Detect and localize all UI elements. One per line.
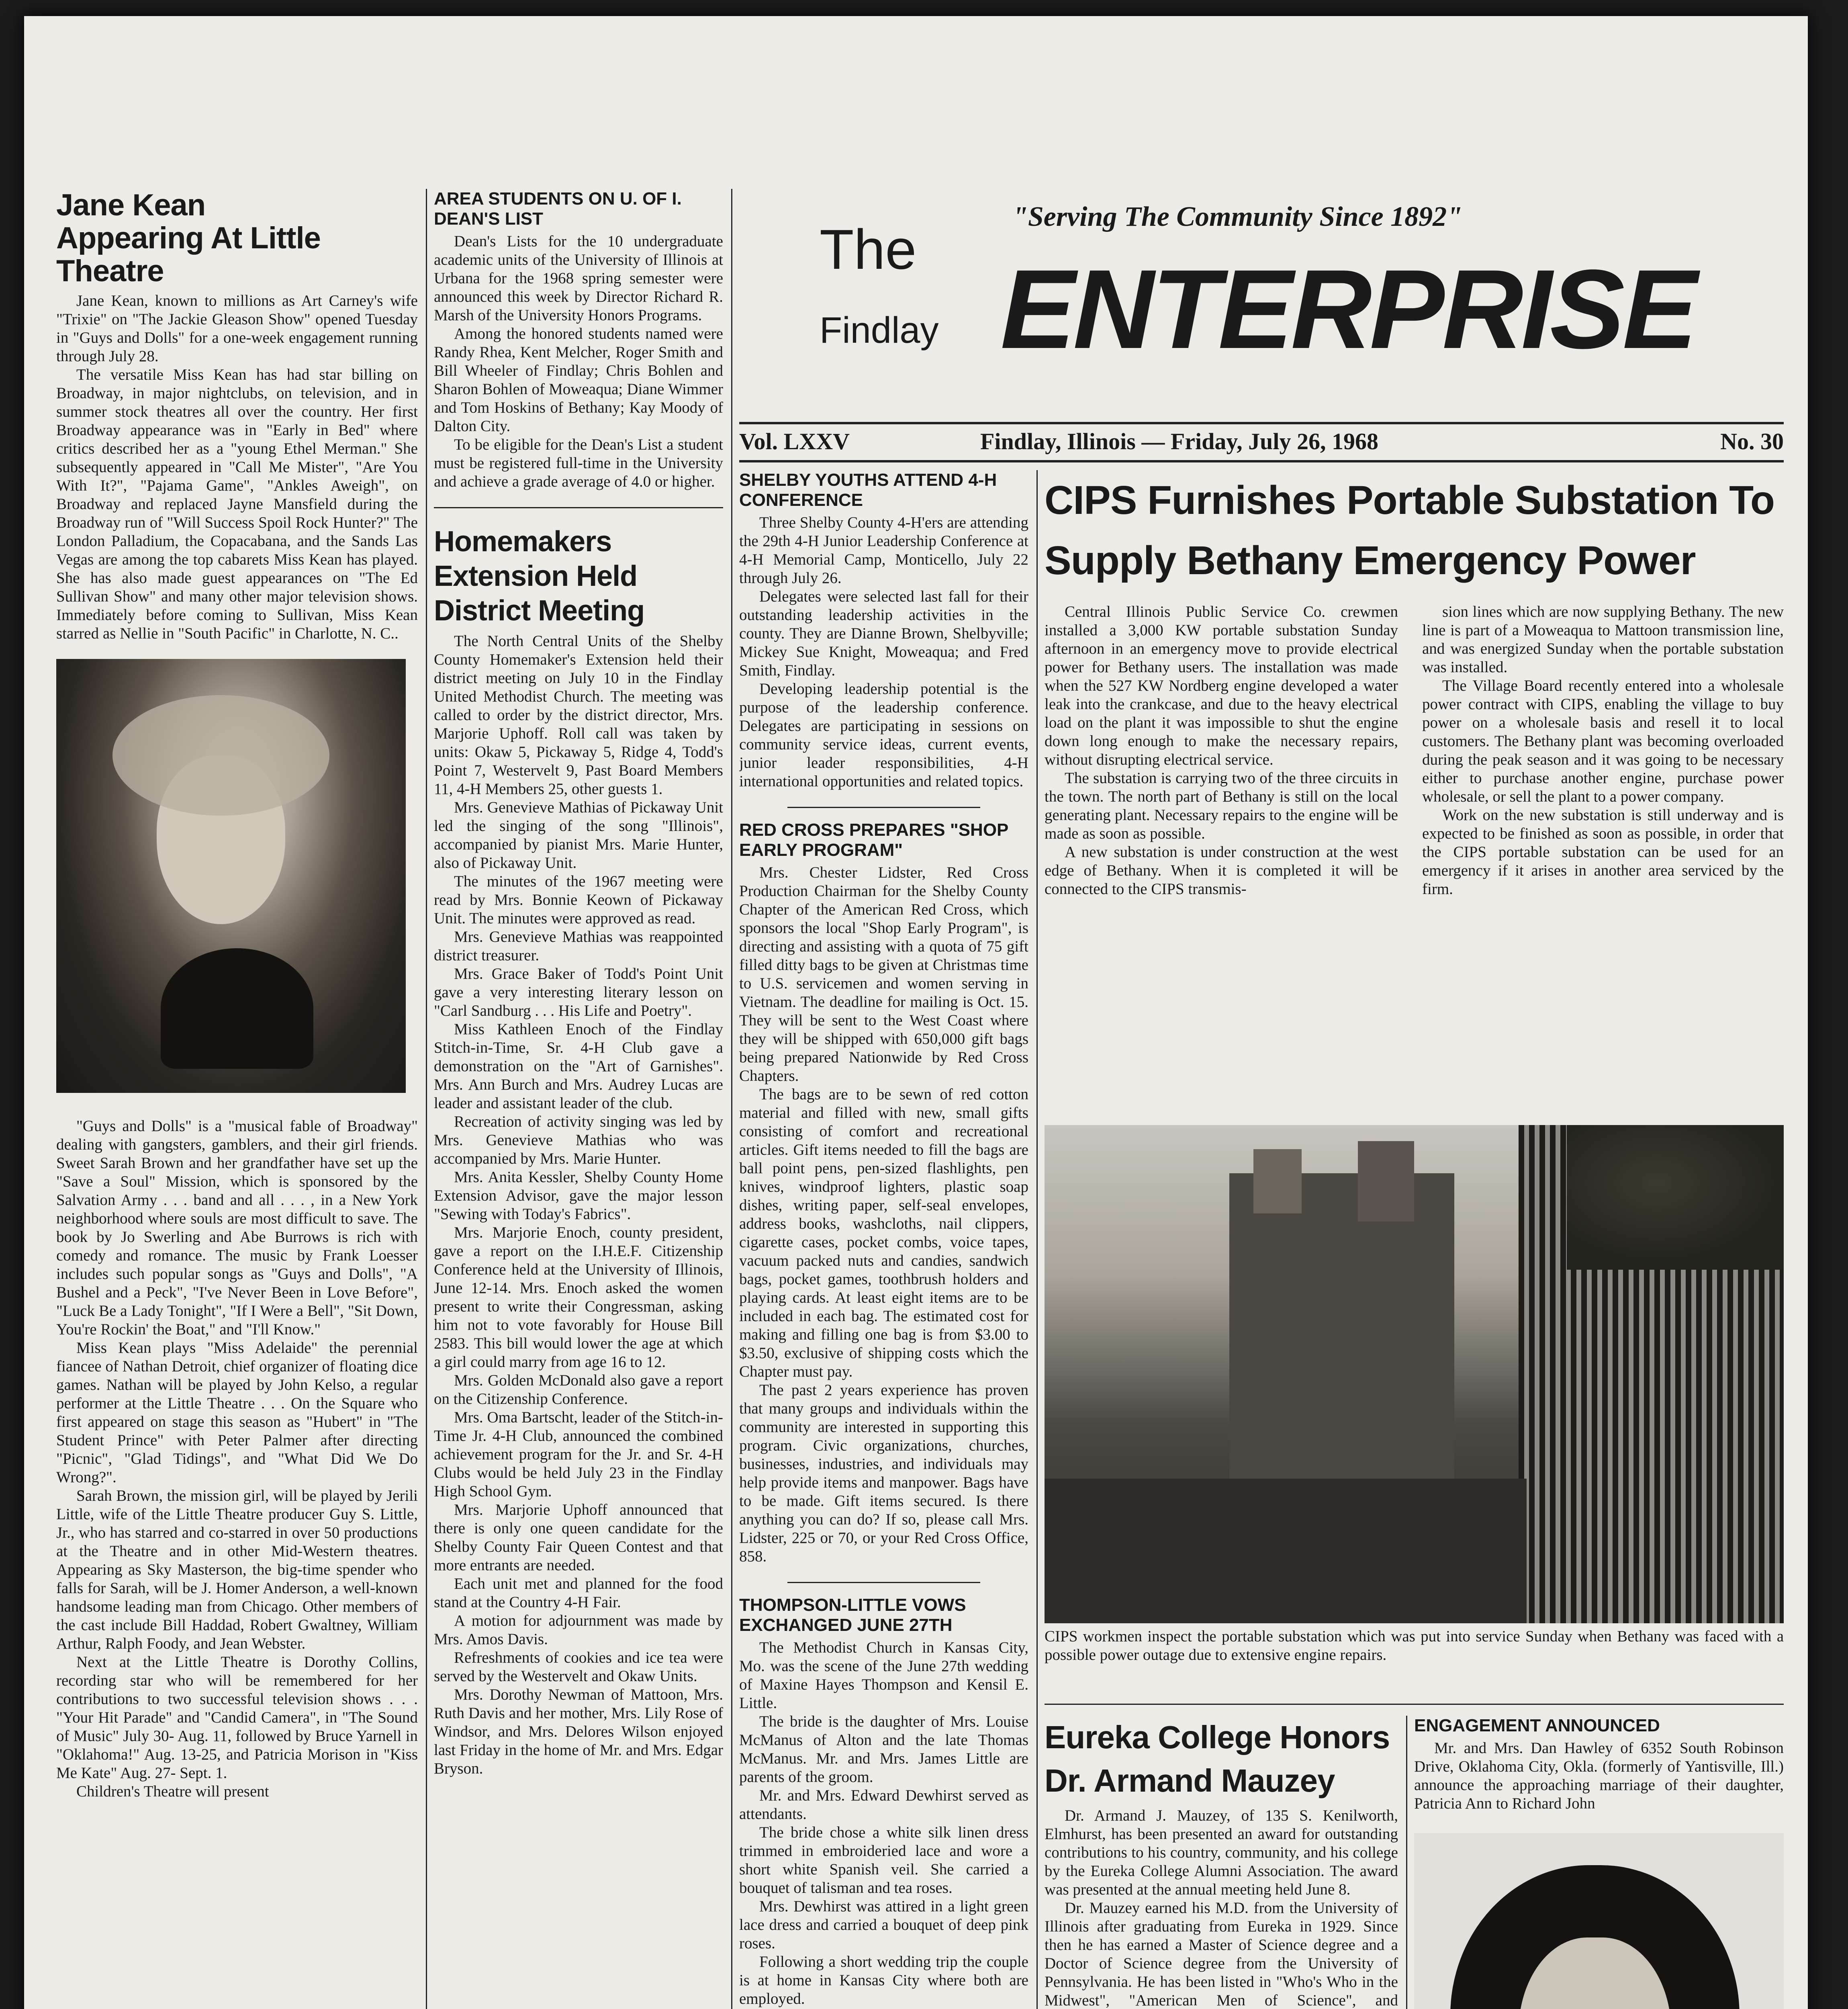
masthead-findlay: Findlay — [820, 310, 939, 351]
substation-caption-text: CIPS workmen inspect the portable substation which was put into service Sunday when Bethany was faced with a possible power outage due to extensive engine repairs. — [1045, 1628, 1784, 1663]
homemakers-paragraph: Mrs. Anita Kessler, Shelby County Home Extension Advisor, gave the major lesson "Sewing with Today's Fabrics". — [434, 1168, 723, 1223]
column-rule — [731, 189, 732, 2009]
eureka-paragraph: Dr. Mauzey earned his M.D. from the University of Illinois after graduating from Eureka in 1929. Since then he has earned a Master of Science degree and a Doctor of Science degree from the University of Pennsylvania. He has been listed in "Who's Who in the Midwest", "American Men of Science", and — [1045, 1899, 1398, 2009]
column-three — [739, 470, 1028, 2009]
homemakers-paragraph: Mrs. Marjorie Uphoff announced that there is only one queen candidate for the Shelby County Fair Queen Contest and that more entrants are needed. — [434, 1501, 723, 1574]
eureka-column — [1045, 1716, 1398, 2009]
homemakers-paragraph: A motion for adjournment was made by Mrs. Amos Davis. — [434, 1612, 723, 1648]
thompson-paragraph: Mr. and Mrs. Edward Dewhirst served as attendants. — [739, 1787, 1028, 1823]
cips-column-left — [1045, 603, 1398, 1113]
kean-headline: Jane Kean Appearing At Little Theatre — [56, 189, 321, 288]
homemakers-paragraph: Mrs. Golden McDonald also gave a report on the Citizenship Conference. — [434, 1372, 723, 1408]
jane-kean-photo — [56, 659, 406, 1093]
homemakers-paragraph: Recreation of activity singing was led by Mrs. Genevieve Mathias who was accompanied by Mrs. Marie Hunter. — [434, 1113, 723, 1167]
cips-paragraph: A new substation is under construction at the west edge of Bethany. When it is completed it will be connected to the CIPS transmis- — [1045, 843, 1398, 898]
column-rule — [1036, 470, 1038, 2009]
homemakers-paragraph: The minutes of the 1967 meeting were read by Mrs. Bonnie Keown of Pickaway Unit. The minutes were approved as read. — [434, 873, 723, 927]
eureka-headline: Eureka College Honors Dr. Armand Mauzey — [1045, 1719, 1390, 1798]
shelby-headline: SHELBY YOUTHS ATTEND 4-H CONFERENCE — [739, 470, 997, 510]
kean-paragraph: Children's Theatre will present — [76, 1783, 269, 1800]
cips-paragraph: sion lines which are now supplying Bethany. The new line is part of a Moweaqua to Mattoon transmission line, and was energized Sunday when the portable substation was installed. — [1422, 603, 1784, 676]
masthead-volume: Vol. LXXV — [739, 428, 850, 454]
redcross-headline: RED CROSS PREPARES "SHOP EARLY PROGRAM" — [739, 820, 1008, 860]
homemakers-paragraph: Each unit met and planned for the food stand at the Country 4-H Fair. — [434, 1575, 723, 1611]
cips-headline: CIPS Furnishes Portable Substation To Supply Bethany Emergency Power — [1045, 478, 1774, 583]
dean-paragraph: Among the honored students named were Randy Rhea, Kent Melcher, Roger Smith and Bill Wheeler of Findlay; Chris Bohlen and Sharon Bohlen of Moweaqua; Diane Wimmer and Tom Hoskins of Bethany; Kay Moody of Dalton City. — [434, 325, 723, 435]
cips-paragraph: The substation is carrying two of the three circuits in the town. The north part of Bethany is still on the local generating plant. Necessary repairs to the engine will be made as soon as possible. — [1045, 769, 1398, 842]
homemakers-paragraph: Mrs. Dorothy Newman of Mattoon, Mrs. Ruth Davis and her mother, Mrs. Lily Rose of Windsor, and Mrs. Delores Wilson enjoyed last Friday in the home of Mr. and Mrs. Edgar Bryson. — [434, 1686, 723, 1777]
substation-caption — [1045, 1627, 1784, 1692]
column-rule — [1406, 1716, 1407, 2009]
redcross-paragraph: The bags are to be sewn of red cotton material and filled with new, small gifts consisting of comfort and recreational articles. Gift items needed to fill the bags are ball point pens, pen-sized flashlights, pen knives, windproof lighters, plastic soap dishes, writing paper, self-seal envelopes, address books, washcloths, nail clippers, cigarette cases, pocket combs, voice tapes, vacuum packed nuts and candies, sandwich bags, pocket games, toothbrush holders and playing cards. At least eight items are to be included in each bag. The estimated cost for making and filling one bag is from $3.00 to $3.50, exclusive of shipping costs which the Chapter must pay. — [739, 1086, 1028, 1380]
masthead-dateline-bar — [739, 428, 1784, 460]
homemakers-paragraph: Mrs. Genevieve Mathias of Pickaway Unit led the singing of the song "Illinois", accompanied by pianist Mrs. Marie Hunter, also of Pickaway Unit. — [434, 799, 723, 872]
engagement-headline: ENGAGEMENT ANNOUNCED — [1414, 1716, 1660, 1735]
shelby-paragraph: Delegates were selected last fall for their outstanding leadership activities in the county. They are Dianne Brown, Shelbyville; Mickey Sue Knight, Moweaqua; and Fred Smith, Findlay. — [739, 588, 1028, 679]
kean-paragraph: Miss Kean plays "Miss Adelaide" the perennial fiancee of Nathan Detroit, chief organizer of floating dice games. Nathan will be played by John Kelso, a regular performer at the Little Theatre . . . On the Square who first appeared on stage this season as "Hubert" in "The Student Prince" with Peter Palmer after directing "Picnic", "Glad Tidings", and "What Did We Do Wrong?". — [56, 1339, 418, 1486]
masthead-number: No. 30 — [1720, 428, 1784, 454]
shelby-paragraph: Developing leadership potential is the purpose of the leadership conference. Delegates are participating in sessions on community service ideas, current events, junior leader responsibilities, 4-H international opportunities and related topics. — [739, 680, 1028, 790]
homemakers-paragraph: The North Central Units of the Shelby County Homemaker's Extension held their district meeting on July 10 in the Findlay United Methodist Church. The meeting was called to order by the district director, Mrs. Marjorie Uphoff. Roll call was taken by units: Okaw 5, Pickaway 5, Ridge 4, Todd's Point 7, Westervelt 9, Past Board Members 11, 4-H Members 25, other guests 1. — [434, 632, 723, 798]
dean-paragraph: Dean's Lists for the 10 undergraduate academic units of the University of Illinois at Urbana for the 1968 spring semester were announced this week by Director Richard R. Marsh of the University Honors Programs. — [434, 233, 723, 324]
masthead-the: The — [820, 218, 917, 281]
kean-paragraph: The versatile Miss Kean has had star billing on Broadway, in major nightclubs, on television, and in summer stock theatres all over the country. Her first Broadway appearance was in "Early in Bed" where critics described her as a "young Ethel Merman." She subsequently appeared in "Call Me Mister", "Are You With It?", "Pajama Game", "Ankles Aweigh", on Broadway and replaced Jayne Mansfield during the Broadway run of "Will Success Spoil Rock Hunter?" The London Palladium, the Copacabana, and the Sands Las Vegas are among the top cabarets Miss Kean has played. She has also made guest appearances on "The Ed Sullivan Show" and many other major television shows. Immediately before coming to Sullivan, Miss Kean starred as Nellie in "South Pacific" in Charlotte, N. C.. — [56, 366, 418, 642]
homemakers-paragraph: Mrs. Marjorie Enoch, county president, gave a report on the I.H.E.F. Citizenship Conference held at the University of Illinois, June 12-14. Mrs. Enoch asked the women present to write their Congressman, asking him not to vote favorably for House Bill 2583. This bill would lower the age at which a girl could marry from age 16 to 12. — [434, 1224, 723, 1371]
engagement-paragraph: Mr. and Mrs. Dan Hawley of 6352 South Robinson Drive, Oklahoma City, Okla. (formerly of Yantisville, Ill.) announce the approaching marriage of their daughter, Patricia Ann to Richard John — [1414, 1739, 1784, 1812]
masthead-rule — [739, 422, 1784, 424]
homemakers-paragraph: Mrs. Genevieve Mathias was reappointed district treasurer. — [434, 928, 723, 964]
cips-paragraph: The Village Board recently entered into a wholesale power contract with CIPS, enabling the village to buy power on a wholesale basis and resell it to local customers. The Bethany plant was becoming overloaded during the peak season and it was going to be necessary either to purchase another engine, purchase power wholesale, or sell the plant to a power company. — [1422, 677, 1784, 805]
dean-headline: AREA STUDENTS ON U. OF I. DEAN'S LIST — [434, 189, 682, 229]
shelby-paragraph: Three Shelby County 4-H'ers are attending the 29th 4-H Junior Leadership Conference at 4-H Memorial Camp, Monticello, July 22 through July 26. — [739, 514, 1028, 587]
thompson-paragraph: The Methodist Church in Kansas City, Mo. was the scene of the June 27th wedding of Maxine Hayes Thompson and Kensil E. Little. — [739, 1639, 1028, 1712]
masthead — [739, 177, 1784, 426]
kean-paragraph: "Guys and Dolls" is a "musical fable of Broadway" dealing with gangsters, gamblers, and their girl friends. Sweet Sarah Brown and her grandfather have set up the "Save a Soul" Mission, which is sponsored by the Salvation Army . . . band and all . . . , in a New York neighborhood where souls are most difficult to save. The book by Jo Swerling and Abe Burrows is rich with comedy and romance. The music by Frank Loesser includes such popular songs as "Guys and Dolls", "A Bushel and a Peck", "I've Never Been in Love Before", "Luck Be a Lady Tonight", "If I Were a Bell", "Sit Down, You're Rockin' the Boat," and "I'll Know." — [56, 1117, 418, 1338]
homemakers-paragraph: Mrs. Grace Baker of Todd's Point Unit gave a very interesting literary lesson on "Carl Sandburg . . . His Life and Poetry". — [434, 965, 723, 1019]
homemakers-paragraph: Mrs. Oma Bartscht, leader of the Stitch-in-Time Jr. 4-H Club, announced the combined achievement program for the Jr. and Sr. 4-H Clubs would be held July 23 in the Findlay High School Gym. — [434, 1409, 723, 1500]
kean-paragraph: Jane Kean, known to millions as Art Carney's wife "Trixie" on "The Jackie Gleason Show" opened Tuesday in "Guys and Dolls" for a one-week engagement running through July 28. — [56, 292, 418, 365]
newspaper-page — [24, 16, 1808, 2009]
kean-article — [56, 189, 418, 2009]
cips-column-right — [1422, 603, 1784, 1113]
section-rule — [1045, 1704, 1784, 1705]
thompson-headline: THOMPSON-LITTLE VOWS EXCHANGED JUNE 27TH — [739, 1595, 966, 1635]
column-two — [434, 189, 723, 2009]
cips-paragraph: Work on the new substation is still underway and is expected to be finished as soon as possible, in order that the CIPS portable substation can be used for an emergency if it arises in another area serviced by the firm. — [1422, 806, 1784, 898]
eureka-paragraph: Dr. Armand J. Mauzey, of 135 S. Kenilworth, Elmhurst, has been presented an award for outstanding contributions to his country, community, and his college by the Eureka College Alumni Association. The award was presented at the annual meeting held June 8. — [1045, 1807, 1398, 1898]
homemakers-headline: Homemakers Extension Held District Meeting — [434, 526, 645, 627]
masthead-rule — [739, 460, 1784, 462]
redcross-paragraph: The past 2 years experience has proven that many groups and individuals within the community are interested in supporting this program. Civic organizations, churches, businesses, industries, and individuals may help provide items and manpower. Bags have to be made. Gift items secured. Is there anything you can do? If so, please call Mrs. Lidster, 225 or 70, or your Red Cross Office, 858. — [739, 1381, 1028, 1565]
thompson-paragraph: The bride is the daughter of Mrs. Louise McManus of Alton and the late Thomas McManus. Mr. and Mrs. James Little are parents of the groom. — [739, 1713, 1028, 1786]
masthead-slogan: "Serving The Community Since 1892" — [1012, 201, 1463, 232]
thompson-paragraph: Mrs. Dewhirst was attired in a light green lace dress and carried a bouquet of deep pink roses. — [739, 1898, 1028, 1952]
substation-photo — [1045, 1125, 1784, 1623]
kean-paragraph: Sarah Brown, the mission girl, will be played by Jerili Little, wife of the Little Theatre producer Guy S. Little, Jr., who has starred and co-starred in over 50 productions at the Theatre and in other Mid-Western theatres. Appearing as Sky Masterson, the big-time spender who falls for Sarah, will be J. Homer Anderson, a well-known handsome leading man from Chicago. Other members of the cast include Bill Haddad, Robert Gwaltney, William Arthur, Ralph Foody, and Jean Webster. — [56, 1487, 418, 1652]
thompson-paragraph: The bride chose a white silk linen dress trimmed in embroideried lace and wore a short white Spanish veil. She carried a bouquet of talisman and tea roses. — [739, 1824, 1028, 1896]
thompson-paragraph: Following a short wedding trip the couple is at home in Kansas City where both are employed. — [739, 1953, 1028, 2007]
homemakers-paragraph: Refreshments of cookies and ice tea were served by the Westervelt and Okaw Units. — [434, 1649, 723, 1685]
homemakers-paragraph: Miss Kathleen Enoch of the Findlay Stitch-in-Time, Sr. 4-H Club gave a demonstration on the "Art of Garnishes". Mrs. Ann Burch and Mrs. Audrey Lucas are leader and assistant leader of the club. — [434, 1021, 723, 1112]
engagement-column — [1414, 1716, 1784, 2009]
redcross-paragraph: Mrs. Chester Lidster, Red Cross Production Chairman for the Shelby County Chapter of the American Red Cross, which sponsors the local "Shop Early Program", is directing and assisting with a quota of 75 gift filled ditty bags to be given at Christmas time to U.S. servicemen and women serving in Vietnam. The deadline for mailing is Oct. 15. They will be sent to the West Coast where they will be shipped with 650,000 gift bags being prepared Nationwide by Red Cross Chapters. — [739, 864, 1028, 1084]
patricia-hawley-photo — [1414, 1833, 1784, 2009]
dean-paragraph: To be eligible for the Dean's List a student must be registered full-time in the University and achieve a grade average of 4.0 or higher. — [434, 436, 723, 490]
masthead-enterprise: ENTERPRISE — [1000, 247, 1695, 372]
column-rule — [426, 189, 427, 2009]
kean-paragraph: Next at the Little Theatre is Dorothy Collins, recording star who will be remembered for her contributions to two successful television shows . . . "Your Hit Parade" and "Candid Camera", in "The Sound of Music" July 30- Aug. 11, followed by Bruce Yarnell in "Oklahoma!" Aug. 13-25, and Patricia Morison in "Kiss Me Kate" Aug. 27- Sept. 1. — [56, 1653, 418, 1782]
masthead-dateline: Findlay, Illinois — Friday, July 26, 1968 — [980, 428, 1379, 454]
cips-paragraph: Central Illinois Public Service Co. crewmen installed a 3,000 KW portable substation Sunday afternoon in an emergency move to provide electrical power for Bethany users. The installation was made when the 527 KW Nordberg engine developed a water leak into the crankcase, and due to the heavy electrical load on the plant it was impossible to shut the engine down long enough to make the necessary repairs, without disrupting electrical service. — [1045, 603, 1398, 768]
